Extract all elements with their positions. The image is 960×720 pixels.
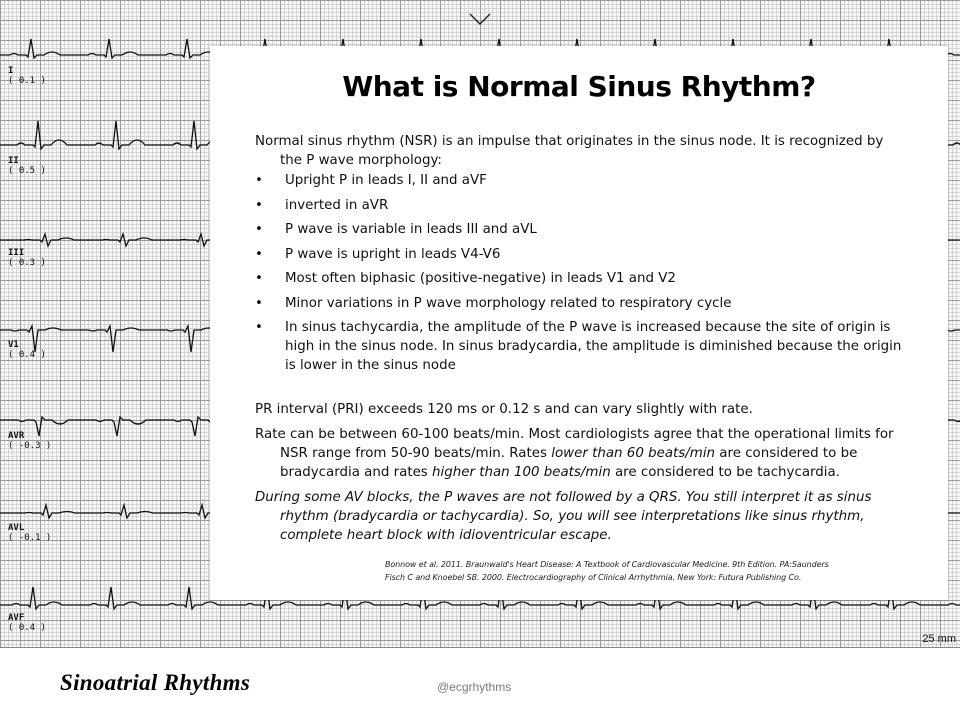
lead-label-ii: II ( 0.5 ) bbox=[8, 156, 46, 176]
reference-1: Bonnow et al. 2011. Braunwald's Heart Disease: A Textbook of Cardiovascular Medicine. 9th Edition. PA:Saunders bbox=[385, 560, 829, 569]
bullet-dot-icon: • bbox=[255, 197, 263, 213]
lead-label-iii: III ( 0.3 ) bbox=[8, 248, 46, 268]
bullet-dot-icon: • bbox=[255, 271, 263, 286]
marker-arrow-icon bbox=[468, 12, 492, 26]
bullet-dot-icon: • bbox=[255, 295, 263, 311]
intro-paragraph: Normal sinus rhythm (NSR) is an impulse that originates in the sinus node. It is recognized by the P wave morphology: bbox=[255, 134, 884, 168]
section-title: Sinoatrial Rhythms bbox=[60, 670, 251, 695]
list-item: • Upright P in leads I, II and aVF bbox=[255, 173, 487, 188]
list-item: • Minor variations in P wave morphology related to respiratory cycle bbox=[255, 295, 732, 311]
list-item: • inverted in aVR bbox=[255, 197, 389, 213]
av-block-paragraph: During some AV blocks, the P waves are not followed by a QRS. You still interpret it as sinus rhythm (bradycardia or tachycardia). So, you will see interpretations like sinus rhythm, complete heart block with idioventricular escape. bbox=[255, 489, 872, 543]
bullet-dot-icon: • bbox=[255, 246, 263, 262]
slide-card bbox=[210, 46, 948, 600]
rate-paragraph: Rate can be between 60-100 beats/min. Most cardiologists agree that the operational limits for NSR range from 50-90 beats/min. Rates lower than 60 beats/min are considered to be bradycardia and rates higher than 100 beats/min are considered to be tachycardia. bbox=[255, 426, 894, 480]
references bbox=[385, 558, 905, 584]
lead-label-avf: AVF ( 0.4 ) bbox=[8, 613, 46, 633]
slide-title: What is Normal Sinus Rhythm? bbox=[342, 70, 816, 103]
lead-label-avl: AVL ( -0.1 ) bbox=[8, 523, 52, 543]
lead-label-i: I ( 0.1 ) bbox=[8, 66, 46, 86]
bullet-dot-icon: • bbox=[255, 320, 263, 335]
paper-speed-label: 25 mm bbox=[922, 633, 956, 645]
lead-label-v1: V1 ( 0.4 ) bbox=[8, 340, 46, 360]
slide-body bbox=[255, 132, 905, 551]
list-item: • Most often biphasic (positive-negative) in leads V1 and V2 bbox=[255, 271, 676, 286]
p-wave-bullet-list bbox=[255, 171, 905, 375]
social-handle: @ecgrhythms bbox=[437, 680, 512, 694]
bullet-dot-icon: • bbox=[255, 173, 263, 188]
pr-interval-paragraph: PR interval (PRI) exceeds 120 ms or 0.12 s and can vary slightly with rate. bbox=[255, 401, 753, 417]
bullet-dot-icon: • bbox=[255, 222, 263, 237]
list-item: • P wave is variable in leads III and aVL bbox=[255, 222, 537, 237]
reference-2: Fisch C and Knoebel SB. 2000. Electrocardiography of Clinical Arrhythmia. New York: Futura Publishing Co. bbox=[385, 573, 802, 582]
list-item: • P wave is upright in leads V4-V6 bbox=[255, 246, 501, 262]
list-item: • In sinus tachycardia, the amplitude of the P wave is increased because the site of origin is high in the sinus node. In sinus bradycardia, the amplitude is diminished because the origin is lower in the sinus node bbox=[255, 320, 902, 373]
lead-label-avr: AVR ( -0.3 ) bbox=[8, 431, 52, 451]
